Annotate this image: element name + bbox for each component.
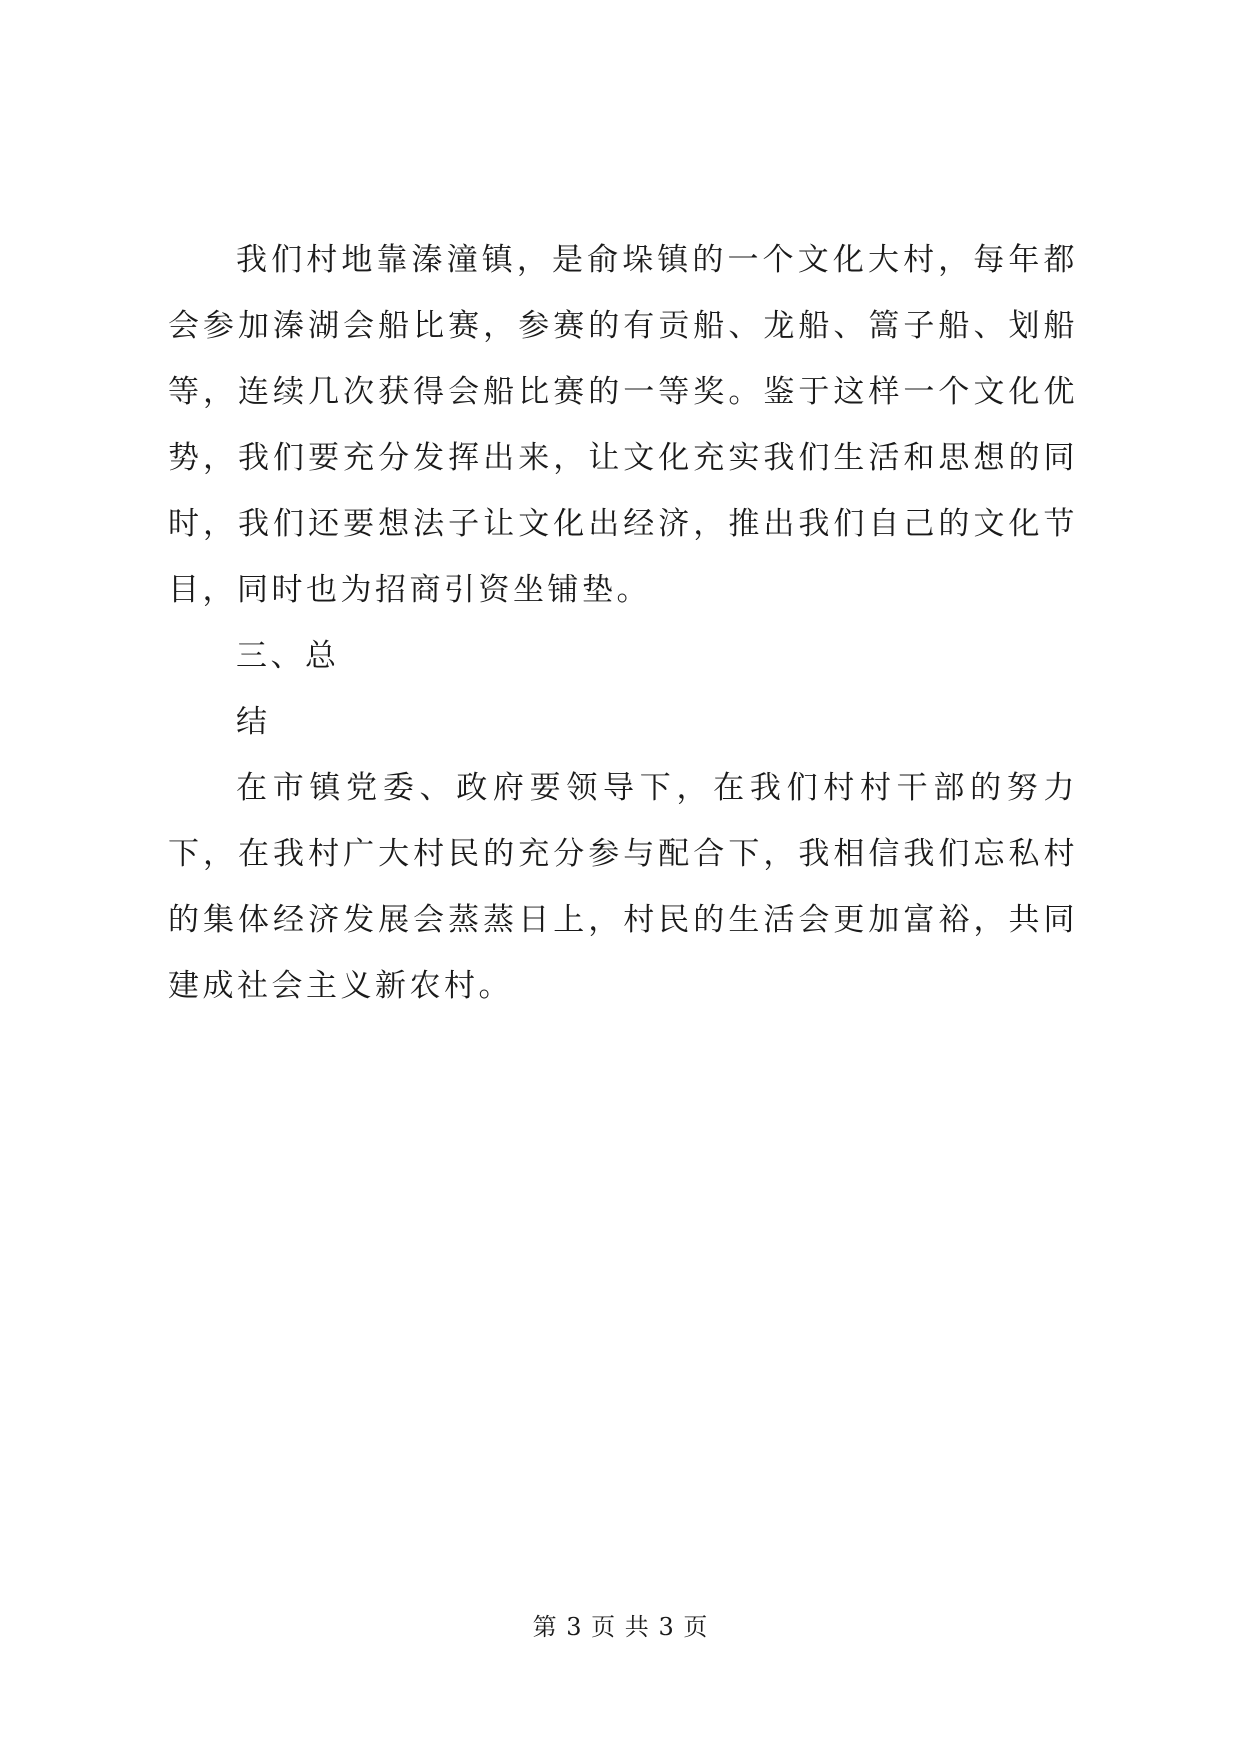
section-heading-part-1: 三、总 [236, 638, 340, 674]
page-number-footer: 第 3 页 共 3 页 [532, 1613, 709, 1641]
paragraph-conclusion: 在市镇党委、政府要领导下，在我们村村干部的努力下，在我村广大村民的充分参与配合下，我相信我们忘私村的集体经济发展会蒸蒸日上，村民的生活会更加富裕，共同建成社会主义新农村。 [168, 770, 1078, 1004]
paragraph-culture: 我们村地靠溱潼镇，是俞垛镇的一个文化大村，每年都会参加溱湖会船比赛，参赛的有贡船、龙船、篙子船、划船等，连续几次获得会船比赛的一等奖。鉴于这样一个文化优势，我们要充分发挥出来，让文化充实我们生活和思想的同时，我们还要想法子让文化出经济，推出我们自己的文化节目，同时也为招商引资坐铺垫。 [168, 242, 1078, 608]
section-heading-part-2: 结 [236, 704, 271, 740]
document-body [168, 227, 1078, 1019]
